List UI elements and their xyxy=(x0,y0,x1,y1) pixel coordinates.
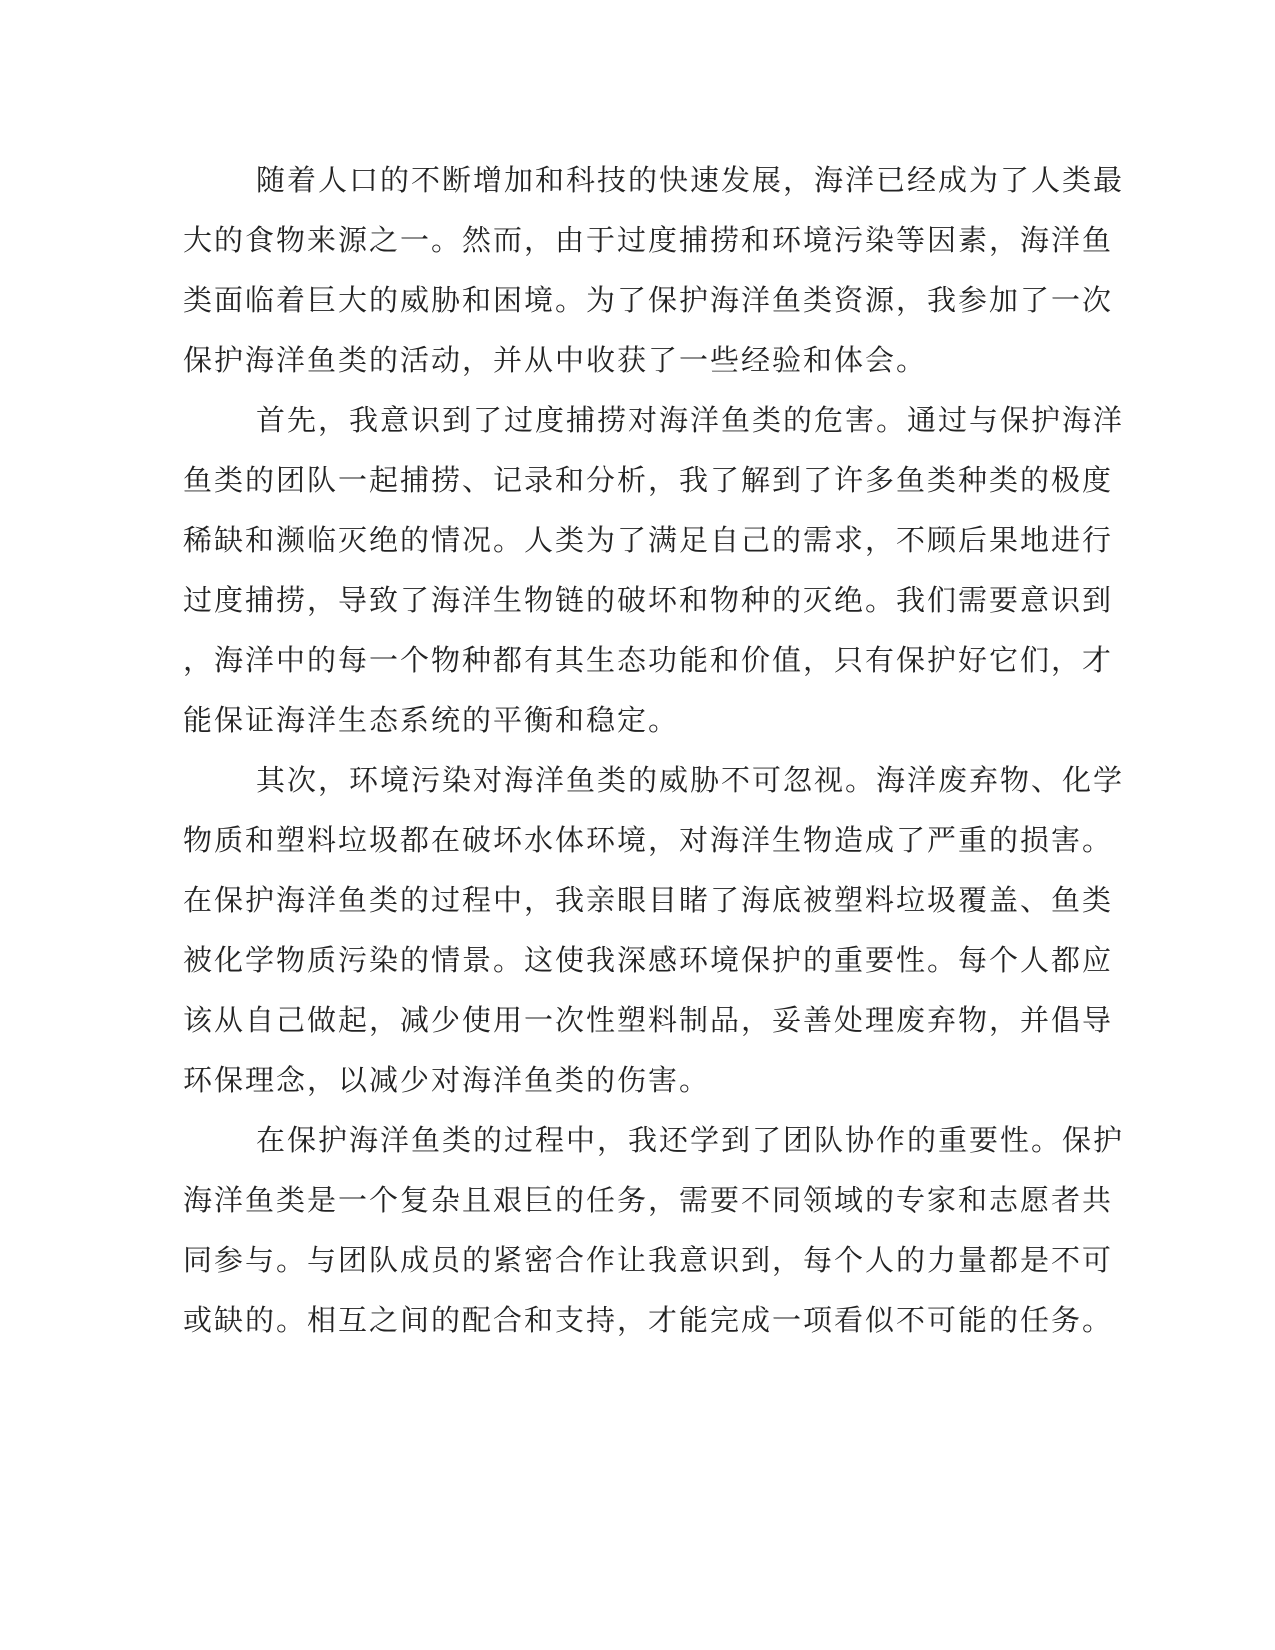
document-body xyxy=(183,150,1125,1350)
paragraph-line: 随着人口的不断增加和科技的快速发展，海洋已经成为了人类最 xyxy=(256,163,1125,197)
paragraph-line: 海洋鱼类是一个复杂且艰巨的任务，需要不同领域的专家和志愿者共 xyxy=(183,1183,1114,1217)
paragraph-line: 物质和塑料垃圾都在破坏水体环境，对海洋生物造成了严重的损害。 xyxy=(183,823,1114,857)
paragraph-line: 鱼类的团队一起捕捞、记录和分析，我了解到了许多鱼类种类的极度 xyxy=(183,463,1114,497)
paragraph-line: 环保理念，以减少对海洋鱼类的伤害。 xyxy=(183,1063,711,1097)
paragraph-line: 稀缺和濒临灭绝的情况。人类为了满足自己的需求，不顾后果地进行 xyxy=(183,523,1114,557)
paragraph-4 xyxy=(183,1110,1125,1350)
paragraph-line: 过度捕捞，导致了海洋生物链的破坏和物种的灭绝。我们需要意识到 xyxy=(183,583,1114,617)
paragraph-line: 在保护海洋鱼类的过程中，我还学到了团队协作的重要性。保护 xyxy=(256,1123,1125,1157)
paragraph-line: 该从自己做起，减少使用一次性塑料制品，妥善处理废弃物，并倡导 xyxy=(183,1003,1114,1037)
paragraph-3 xyxy=(183,750,1125,1110)
paragraph-1 xyxy=(183,150,1125,390)
paragraph-line: 其次，环境污染对海洋鱼类的威胁不可忽视。海洋废弃物、化学 xyxy=(256,763,1125,797)
paragraph-line: 首先，我意识到了过度捕捞对海洋鱼类的危害。通过与保护海洋 xyxy=(256,403,1125,437)
paragraph-line: ，海洋中的每一个物种都有其生态功能和价值，只有保护好它们，才 xyxy=(183,643,1114,677)
paragraph-line: 或缺的。相互之间的配合和支持，才能完成一项看似不可能的任务。 xyxy=(183,1303,1114,1337)
paragraph-line: 同参与。与团队成员的紧密合作让我意识到，每个人的力量都是不可 xyxy=(183,1243,1114,1277)
paragraph-line: 类面临着巨大的威胁和困境。为了保护海洋鱼类资源，我参加了一次 xyxy=(183,283,1114,317)
paragraph-2 xyxy=(183,390,1125,750)
paragraph-line: 被化学物质污染的情景。这使我深感环境保护的重要性。每个人都应 xyxy=(183,943,1114,977)
paragraph-line: 能保证海洋生态系统的平衡和稳定。 xyxy=(183,703,680,737)
paragraph-line: 大的食物来源之一。然而，由于过度捕捞和环境污染等因素，海洋鱼 xyxy=(183,223,1114,257)
paragraph-line: 保护海洋鱼类的活动，并从中收获了一些经验和体会。 xyxy=(183,343,928,377)
paragraph-line: 在保护海洋鱼类的过程中，我亲眼目睹了海底被塑料垃圾覆盖、鱼类 xyxy=(183,883,1114,917)
